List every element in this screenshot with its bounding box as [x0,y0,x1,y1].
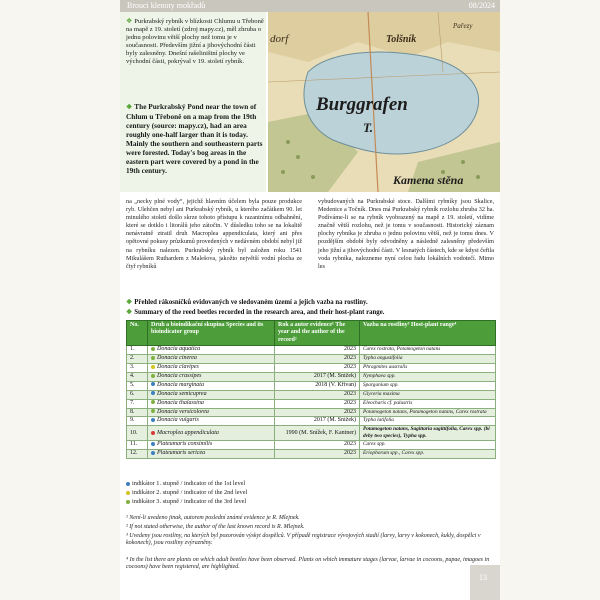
running-title: Brouci klenoty mokřadů [127,1,206,10]
map-illustration [268,12,500,192]
host-plant: Potamogeton natans, Sagittaria sagittifolia, Carex spp. (bi dvby two species), Typha spp. [360,426,496,441]
leaf-icon: ❖ [126,103,133,111]
caption-english-text: The Purkrabský Pond near the town of Chlum u Třeboně on a map from the 19th century (source: mapy.cz), had an area roughly one-half larger than it is today. Mainly the southern and southeastern parts were forested. Today's bog areas in the eastern part were covered by a pond in the 19th century. [126,102,263,175]
record-year: 2023 [275,346,360,355]
record-year: 2023 [275,399,360,408]
species-name [148,390,275,399]
table-row [127,364,496,373]
species-text: Donacia versicolorea [157,408,209,415]
record-year: 2023 [275,364,360,373]
indicator-dot-icon [151,418,155,422]
map-label-burggrafen: Burggrafen [316,94,408,115]
species-name [148,426,275,441]
indicator-dot-icon [151,451,155,455]
map-label-kamena: Kamena stěna [393,173,464,187]
legend-level-1 [126,480,376,488]
record-year: 2017 (M. Snížek) [275,372,360,381]
caption-czech [126,17,264,67]
host-plant: Typha latifolia [360,417,496,426]
species-name [148,450,275,459]
indicator-dot-icon [151,374,155,378]
indicator-dot-icon [151,347,155,351]
table-row [127,346,496,355]
row-number: 5. [127,381,148,390]
species-text: Donacia cinerea [157,355,197,362]
table-row [127,417,496,426]
table-header-row [127,321,496,346]
row-number: 1. [127,346,148,355]
host-plant: Typha angustifolia [360,355,496,364]
footnote-4: ⁴ In the list there are plants on which adult beetles have been observed. Plants on which immature stages (larvae, larvae in cocoons, pupae, imagoes in cocoons) have been registered, are highlighted. [126,557,490,571]
header-year: Rok a autor evidence¹ The year and the author of the record² [275,321,360,346]
indicator-dot-icon [151,365,155,369]
host-plant: Eriophorum spp., Carex spp. [360,450,496,459]
map-label-t: T. [363,120,373,135]
host-plant: Phragmites australis [360,364,496,373]
body-text-right: vybudovaných na Purkrabské stoce. Dalšími rybníky jsou Skalice, Medenice a Točník. Dnes má Purkrabský rybník rozlohu zhruba 32 ha. Podíváme-li se na rybník vyobrazený na mapě z 19. století, vidíme značně větší rozlohu, než je tomu v současnosti. Historický záznam plochy rybníka je zhruba o jednu polovinu větší, než je tomu dnes. V pozdějším období byly odvodněny a následně zalesněny především jeho jižní a jihovýchodní části. V lesnatých částech, kde se kdysi čeřila voda rybníka, nalezneme nyní celou řadu lokálních vodotečí. Mimo les [318,198,494,270]
species-name [148,441,275,450]
leaf-icon: ❖ [126,308,133,316]
map-label-tolsnik: Tolšník [386,34,417,45]
page-number-bar [470,565,500,600]
table-row [127,450,496,459]
table-title-czech-text: Přehled rákosníčků evidovaných ve sledovaném území a jejich vazba na rostliny. [134,299,368,306]
species-name [148,408,275,417]
indicator-dot-icon [151,442,155,446]
map-label-parezy: Pařezy [453,22,473,30]
indicator-dot-icon [151,356,155,360]
legend-text: indikátor 1. stupně / indicator of the 1st level [132,480,246,487]
species-text: Donacia crassipes [157,372,202,379]
record-year: 2023 [275,441,360,450]
table-row [127,426,496,441]
row-number: 11. [127,441,148,450]
table-row [127,390,496,399]
row-number: 2. [127,355,148,364]
page-number: 13 [479,573,487,582]
caption-english [126,102,264,175]
legend-level-3 [126,498,376,506]
leaf-icon: ❖ [126,298,133,306]
species-name [148,399,275,408]
indicator-dot-icon [151,409,155,413]
indicator-dot-icon [151,391,155,395]
leaf-icon: ❖ [126,17,133,25]
host-plant: Potamogeton natans, Potamogeton natans, Carex rostrata [360,408,496,417]
host-plant: Glyceria maxima [360,390,496,399]
species-name [148,346,275,355]
record-year: 2018 (V. Křivan) [275,381,360,390]
record-year: 1990 (M. Snížek, F. Kantner) [275,426,360,441]
table-title-english [126,308,496,318]
caption-czech-text: Purkrabský rybník v blízkosti Chlumu u Třeboně na mapě z 19. století (zdroj mapy.cz), měl zhruba o jednu polovinu větší plochy než tomu je v současnosti. Především jižní a jihovýchodní části byly zalesněny. Dnešní rašeliništní plochy ve východní části, pokrýval v 19. století rybník. [126,18,264,66]
table-title-english-text: Summary of the reed beetles recorded in the research area, and their host-plant range. [134,309,385,316]
map-label-dorf: dorf [270,33,289,45]
footnote-2: ² If not stated otherwise, the author of the last known record is R. Mlejnek. [126,524,305,530]
footnote-3: ³ Uvedeny jsou rostliny, na kterých byl pozorován výskyt dospělců. V případě registrace vývojových stadií (larvy, larvy v kokonech, kukly, dospělci v kokonech), jsou rostliny zvýrazněny. [126,533,481,547]
body-text-left: na „necky plné vody“, jejichž hlavním účelem byla pouze produkce ryb. Ulehčen nebyl ani Purkrabský rybník, u kterého začátkem 90. let minulého století došlo skrze tohoto přístupu k razantnímu odbahnění, které se dotklo i litorálů jeho zátočin. V důsledku toho se na lokalitě nenávratně ztratil druh Macroplea appendiculata, který ani přes opětovné pokusy průzkumů provedených v nedávném období nebyl již na rybníku nalezen. Purkrabský rybník byl založen roku 1541 Mikulášem Ruthardem z Malešova, jakožto největší vodní plocha ze čtyř rybníků [126,198,302,270]
row-number: 9. [127,417,148,426]
species-name [148,417,275,426]
table-title-czech [126,298,496,308]
footnote-1: ¹ Není-li uvedeno jinak, autorem poslední známé evidence je R. Mlejnek. [126,515,300,521]
species-text: Donacia semicuprea [157,390,207,397]
legend-text: indikátor 3. stupně / indicator of the 3rd level [132,498,247,505]
species-text: Donacia thalassina [157,399,204,406]
record-year: 2023 [275,408,360,417]
species-name [148,355,275,364]
table-row [127,441,496,450]
beetle-table [126,320,496,459]
issue-number: 08/2024 [468,1,495,10]
record-year: 2017 (M. Snížek) [275,417,360,426]
species-name [148,364,275,373]
row-number: 4. [127,372,148,381]
row-number: 7. [127,399,148,408]
host-plant: Carex rostrata, Potamogeton natans [360,346,496,355]
species-text: Donacia clavipes [157,364,199,371]
species-text: Plateumaris consimilis [157,441,213,448]
table-row [127,381,496,390]
indicator-dot-icon [151,431,155,435]
species-name [148,381,275,390]
table-row [127,399,496,408]
header-no: No. [127,321,148,346]
host-plant: Eleocharis cf. palustris [360,399,496,408]
species-text: Donacia vulgaris [157,417,199,424]
species-text: Donacia marginata [157,381,204,388]
legend-level-2 [126,489,376,497]
indicator-dot-icon [151,400,155,404]
header-plant: Vazba na rostliny³ Host-plant range⁴ [360,321,496,346]
record-year: 2023 [275,355,360,364]
species-text: Macroplea appendiculata [157,429,219,436]
row-number: 6. [127,390,148,399]
species-text: Donacia aquatica [157,346,201,353]
indicator-dot-icon [151,382,155,386]
table-body [127,346,496,459]
row-number: 10. [127,426,148,441]
historical-map [268,12,500,192]
host-plant: Nymphaea spp. [360,372,496,381]
host-plant: Sparganium spp. [360,381,496,390]
legend-text: indikátor 2. stupně / indicator of the 2nd level [132,489,248,496]
row-number: 12. [127,450,148,459]
row-number: 3. [127,364,148,373]
row-number: 8. [127,408,148,417]
header-species: Druh a bioindikační skupina Species and its bioindicator group [148,321,275,346]
species-name [148,372,275,381]
indicator-dot-icon [126,500,130,504]
indicator-dot-icon [126,482,130,486]
table-row [127,408,496,417]
indicator-dot-icon [126,491,130,495]
table-row [127,355,496,364]
record-year: 2023 [275,450,360,459]
table-row [127,372,496,381]
record-year: 2023 [275,390,360,399]
host-plant: Carex spp. [360,441,496,450]
species-text: Plateumaris sericea [157,450,206,457]
